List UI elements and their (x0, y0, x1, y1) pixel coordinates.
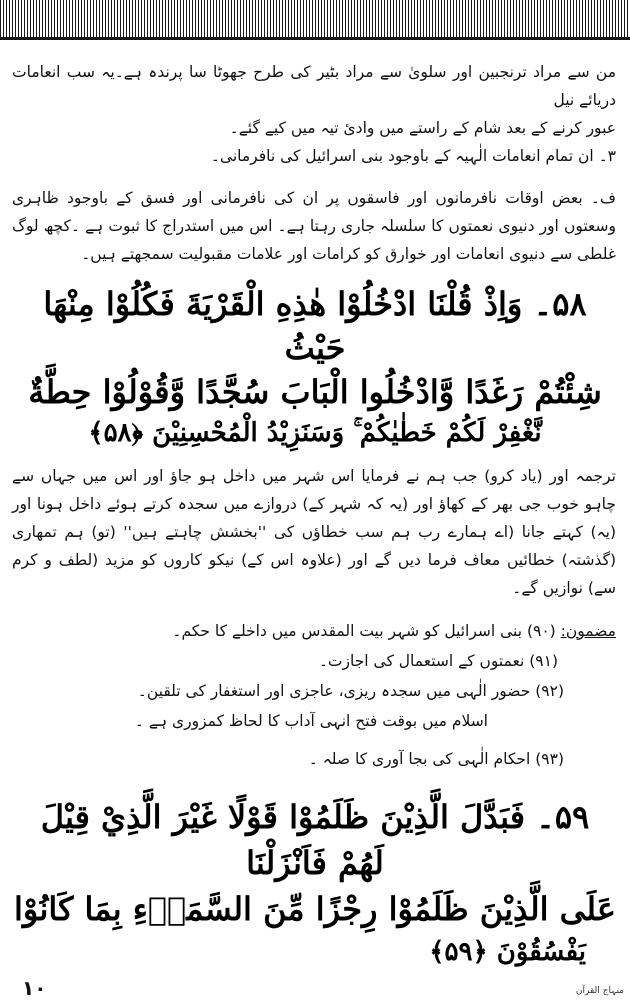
para1-line3: ۳۔ ان تمام انعامات الٰہیہ کے باوجود بنی اسرائیل کی نافرمانی۔ (210, 147, 616, 165)
subject-item-91: (۹۱) نعمتوں کے استعمال کی اجازت۔ (318, 652, 558, 670)
subject-item-92: (۹۲) حضور الٰہی میں سجدہ ریزی، عاجزی اور استغفار کی تلقین۔ (137, 682, 564, 700)
paragraph-note-istidraj: ف۔ بعض اوقات نافرمانوں اور فاسقوں پر ان کی نافرمانی اور فسق کے باوجود ظاہری وسعتوں اور دنیوی نعمتوں کا سلسلہ جاری رہتا ہے۔ اس میں استدراج کا ثبوت ہے ۔کچھ لوگ غلطی سے دنیوی انعامات اور خوارق کو کرامات اور علامات مقبولیت سمجھتے ہیں۔ (12, 189, 616, 263)
page-number: ۱۰ (22, 976, 47, 1000)
publisher-mark: منہاج القرآن (575, 986, 624, 996)
ayah59-line3: يَفْسُقُوْنَ ﴿۵۹﴾ (429, 937, 586, 967)
subject-item-90 (12, 616, 616, 646)
subject-item-90-text: (۹۰) بنی اسرائیل کو شہر بیت المقدس میں داخلے کا حکم۔ (172, 622, 556, 640)
ayah58-line3: نَّغْفِرْ لَكُمْ خَطٰيٰكُمْ ۚ وَسَنَزِيْدُ الْمُحْسِنِيْنَ ﴿۵۸﴾ (88, 418, 542, 448)
ayah58-line2: شِئْتُمْ رَغَدًا وَّادْخُلُوا الْبَابَ سُجَّدًا وَّقُوْلُوْا حِطَّةٌ (28, 373, 602, 411)
para1-line1: من سے مراد ترنجبین اور سلویٰ سے مراد بٹیر کی طرح جھوٹا سا پرندہ ہے۔یہ سب انعامات دریائے نیل (12, 63, 616, 109)
page-footer (0, 972, 630, 1005)
ayah-59 (0, 794, 630, 972)
decorative-top-border (0, 0, 630, 40)
ayah59-line1: ۵۹۔ فَبَدَّلَ الَّذِيْنَ ظَلَمُوْا قَوْلًا غَيْرَ الَّذِيْ قِيْلَ لَهُمْ فَاَنْزَلْنَا (40, 798, 590, 882)
para1-line2: عبور کرنے کے بعد شام کے راستے میں وادیٔ تیہ میں کیے گئے۔ (229, 119, 616, 137)
paragraph-manna-salwa (0, 58, 630, 170)
page-content (0, 52, 630, 972)
subject-list (0, 616, 630, 774)
subject-item-93: (۹۳) احکام الٰہی کی بجا آوری کا صلہ ۔ (308, 750, 564, 768)
subject-item-92-note: اسلام میں بوقت فتح انہی آداب کا لحاظ کمزوری ہے ۔ (134, 712, 488, 730)
subject-label: مضمون: (560, 622, 616, 640)
ayah59-line2: عَلَى الَّذِيْنَ ظَلَمُوْا رِجْزًا مِّنَ السَّمَاۗءِ بِمَا كَانُوْا (14, 890, 616, 928)
ayah-58 (0, 282, 630, 452)
translation-paragraph: ترجمہ اور (یاد کرو) جب ہم نے فرمایا اس شہر میں داخل ہو جاؤ اور اس میں جہاں سے چاہو خوب جی بھر کے کھاؤ اور (یہ کہ شہر کے) دروازے میں سجدہ کرتے ہوئے داخل ہونا اور (یہ) کہتے جانا (اے ہمارے رب ہم سب خطاؤں کی ''بخشش چاہتے ہیں'' (تو) ہم تمھاری (گذشتہ) خطائیں معاف فرما دیں گے اور (علاوہ اس کے) نیکو کاروں کو مزید (لطف و کرم سے) نوازیں گے۔ (12, 467, 616, 597)
ayah58-line1: ۵۸۔ وَاِذْ قُلْنَا ادْخُلُوْا هٰذِهِ الْقَرْيَةَ فَكُلُوْا مِنْهَا حَيْثُ (43, 285, 587, 367)
